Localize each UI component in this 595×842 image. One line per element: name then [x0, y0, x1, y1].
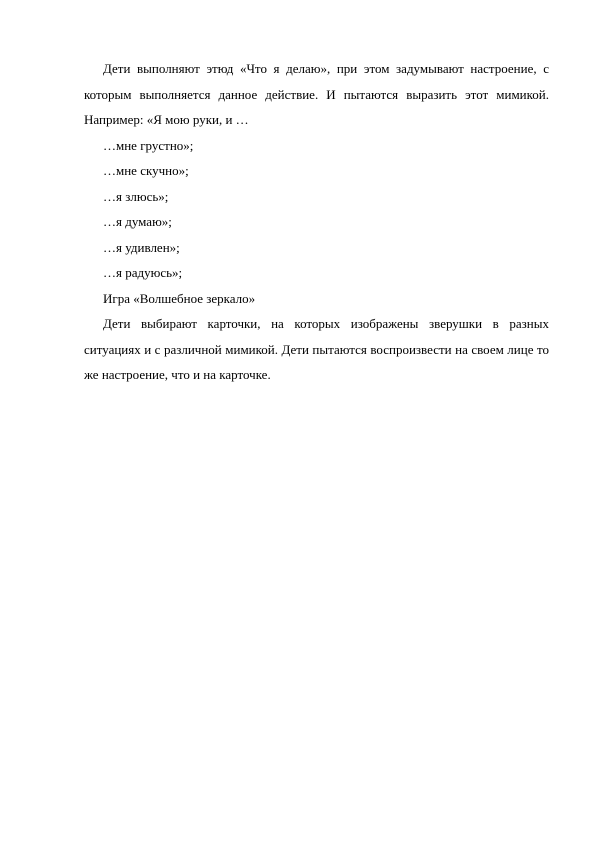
list-item: …я злюсь»; — [103, 188, 169, 204]
list-item: …мне грустно»; — [103, 137, 194, 153]
document-body — [84, 56, 549, 388]
list-item: …я удивлен»; — [103, 239, 180, 255]
game-description-paragraph: Дети выбирают карточки, на которых изображены зверушки в разных ситуациях и с различной мимикой. Дети пытаются воспроизвести на своем лице то же настроение, что и на карточке. — [84, 316, 549, 382]
game-title: Игра «Волшебное зеркало» — [103, 290, 256, 306]
intro-paragraph: Дети выполняют этюд «Что я делаю», при этом задумывают настроение, с которым выполняется данное действие. И пытаются выразить этот мимикой. Например: «Я мою руки, и … — [84, 61, 549, 127]
list-item: …я думаю»; — [103, 214, 172, 229]
list-item: …мне скучно»; — [103, 163, 189, 178]
list-item: …я радуюсь»; — [103, 265, 183, 280]
